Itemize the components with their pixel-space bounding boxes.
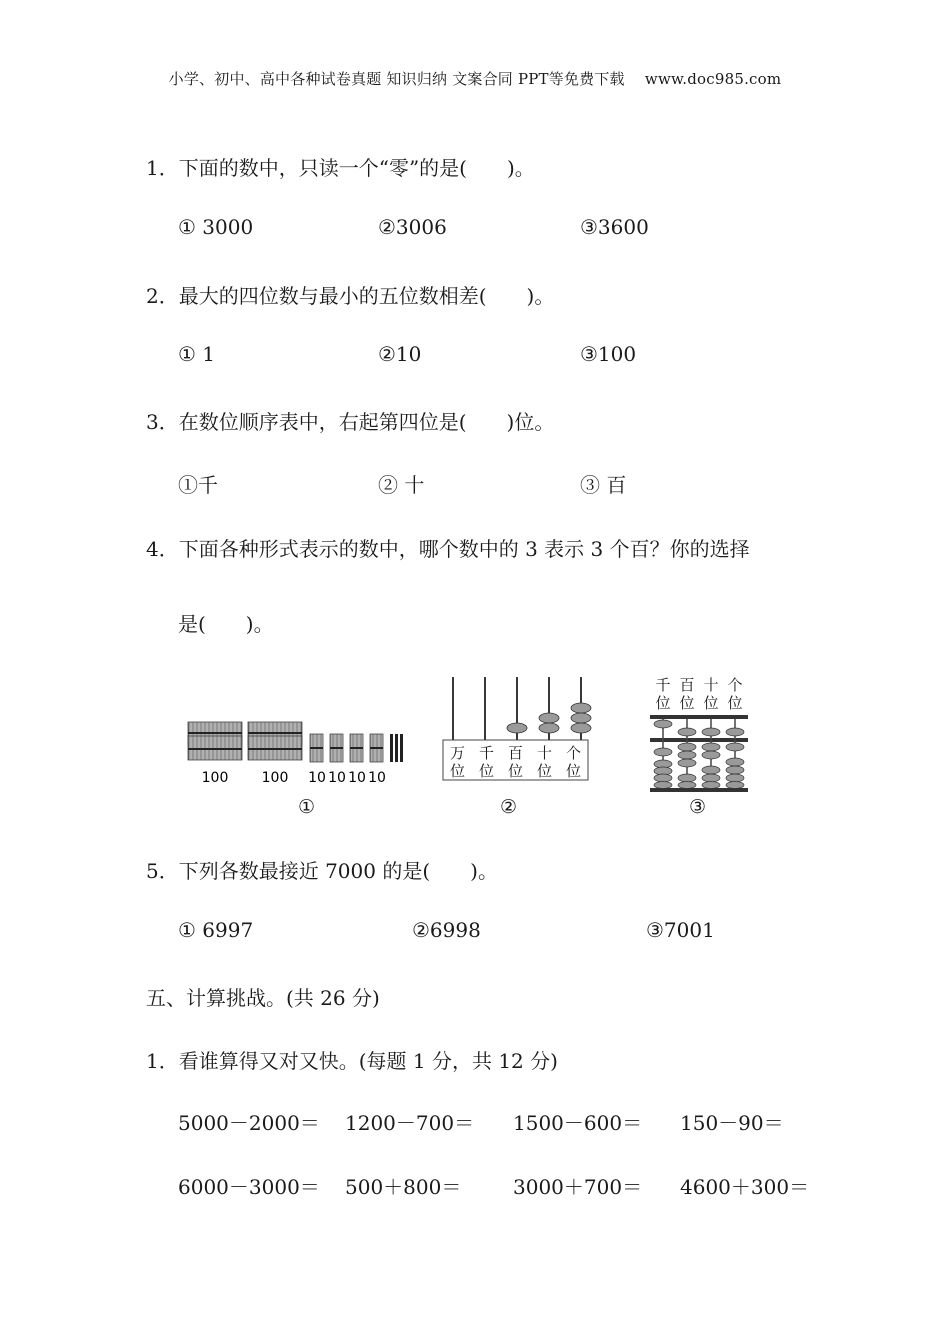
- section-5-sub1: 1．看谁算得又对又快。(每题 1 分，共 12 分): [146, 1049, 558, 1073]
- q3-option-2: ② 十: [378, 473, 425, 497]
- calc-item: 4600＋300＝: [680, 1175, 810, 1199]
- calc-item: 6000－3000＝: [178, 1175, 320, 1199]
- q3-option-1: ①千: [178, 473, 218, 497]
- figure-caption-3: ③: [689, 796, 707, 818]
- calc-item: 1500－600＝: [513, 1111, 643, 1135]
- figure-caption-1: ①: [298, 796, 316, 818]
- calc-item: 150－90＝: [680, 1111, 784, 1135]
- q1-option-2: ②3006: [378, 215, 447, 239]
- beads-hundreds: [507, 723, 527, 733]
- bundle-label: 10: [368, 770, 386, 786]
- bundle-label: 10: [308, 770, 326, 786]
- beads-ones: [571, 703, 591, 733]
- page-header: 小学、初中、高中各种试卷真题 知识归纳 文案合同 PPT等免费下载 www.doc985.com: [168, 70, 782, 88]
- bundle-label: 10: [328, 770, 346, 786]
- question-3: 3．在数位顺序表中，右起第四位是( )位。: [146, 410, 555, 434]
- question-2: 2．最大的四位数与最小的五位数相差( )。: [146, 284, 555, 308]
- place-label: 百位: [679, 676, 695, 712]
- place-label: 千位: [478, 744, 494, 780]
- bundle-100-b: [248, 722, 302, 760]
- question-4: 4．下面各种形式表示的数中，哪个数中的 3 表示 3 个百？你的选择: [146, 537, 750, 561]
- bundle-100-a: [188, 722, 242, 760]
- question-5: 5．下列各数最接近 7000 的是( )。: [146, 859, 498, 883]
- abacus-figure-3: [648, 714, 750, 794]
- section-5-title: 五、计算挑战。(共 26 分): [146, 986, 380, 1010]
- place-label: 百位: [507, 744, 523, 780]
- bundle-label: 10: [348, 770, 366, 786]
- q5-option-1: ① 6997: [178, 918, 254, 942]
- q2-option-2: ②10: [378, 342, 422, 366]
- place-table-2: [443, 744, 588, 780]
- lower-beads: [654, 743, 744, 789]
- beads-tens: [539, 713, 559, 733]
- figure-caption-2: ②: [500, 796, 518, 818]
- calc-item: 500＋800＝: [345, 1175, 462, 1199]
- calc-item: 5000－2000＝: [178, 1111, 320, 1135]
- bundle-label: 100: [201, 770, 229, 786]
- q5-option-2: ②6998: [412, 918, 481, 942]
- place-label: 万位: [449, 744, 465, 780]
- single-sticks: [390, 734, 403, 762]
- q2-option-1: ① 1: [178, 342, 216, 366]
- q1-option-1: ① 3000: [178, 215, 254, 239]
- abacus-3-labels: [651, 676, 747, 712]
- place-label: 十位: [536, 744, 552, 780]
- question-1: 1．下面的数中，只读一个“零”的是( )。: [146, 156, 535, 180]
- q2-option-3: ③100: [580, 342, 637, 366]
- upper-beads: [654, 720, 744, 736]
- place-label: 十位: [703, 676, 719, 712]
- question-4-cont: 是( )。: [178, 612, 274, 636]
- q3-option-3: ③ 百: [580, 473, 627, 497]
- q5-option-3: ③7001: [646, 918, 715, 942]
- calc-item: 1200－700＝: [345, 1111, 475, 1135]
- place-label: 千位: [655, 676, 671, 712]
- place-label: 个位: [727, 676, 743, 712]
- bundle-label: 100: [261, 770, 289, 786]
- bundle-10: [310, 734, 383, 762]
- sticks-figure: [180, 712, 420, 792]
- place-label: 个位: [565, 744, 581, 780]
- q1-option-3: ③3600: [580, 215, 649, 239]
- calc-item: 3000＋700＝: [513, 1175, 643, 1199]
